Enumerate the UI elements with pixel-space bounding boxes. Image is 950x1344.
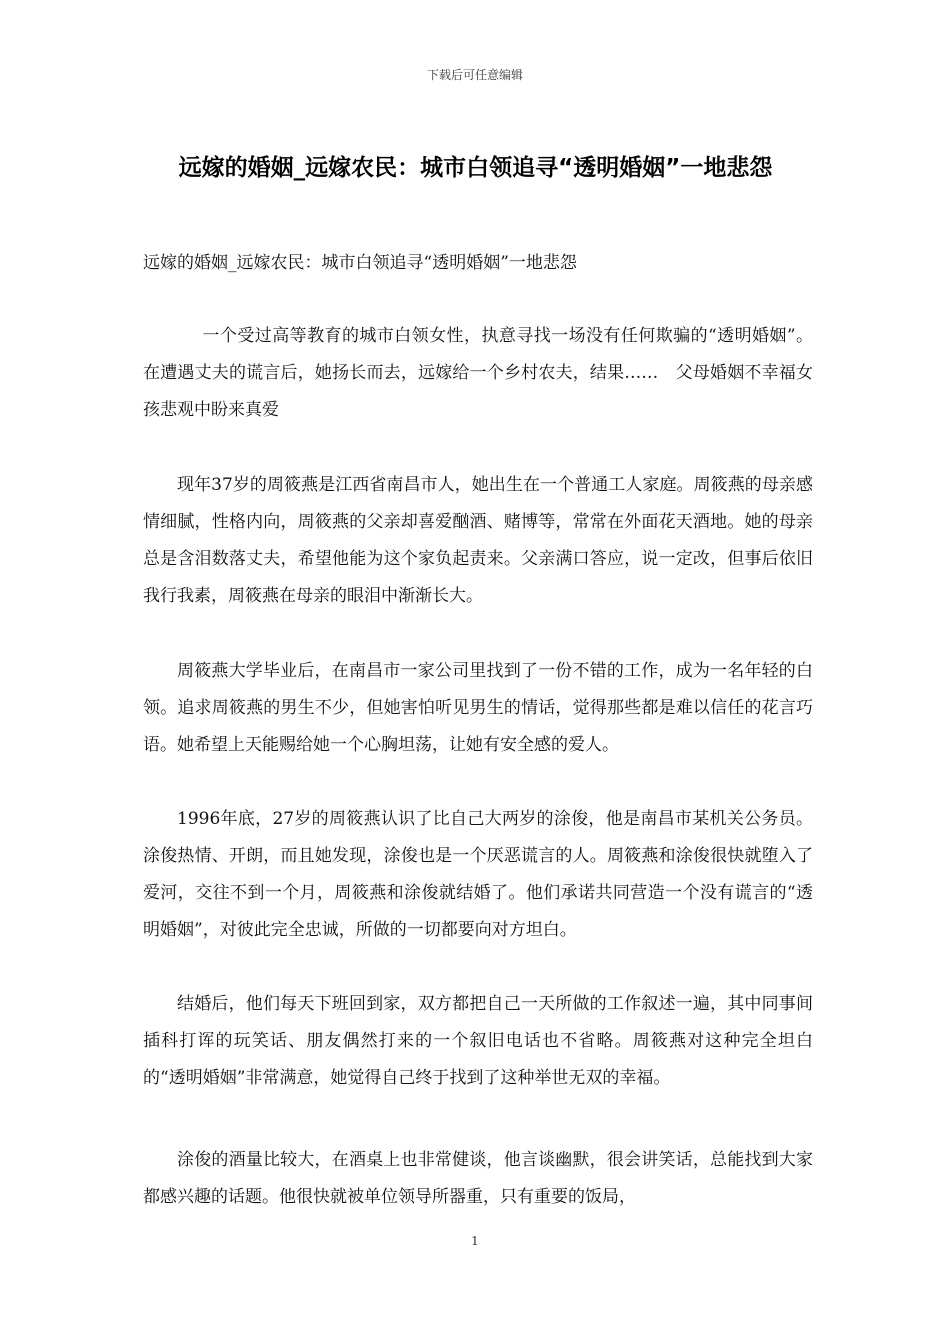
body-paragraph: 周筱燕大学毕业后，在南昌市一家公司里找到了一份不错的工作，成为一名年轻的白领。追求周筱燕的男生不少，但她害怕听见男生的情话，觉得那些都是难以信任的花言巧语。她希望上天能赐给她一个心胸坦荡，让她有安全感的爱人。 bbox=[143, 661, 813, 755]
page-header-note: 下载后可任意编辑 bbox=[426, 68, 523, 82]
body-paragraph: 结婚后，他们每天下班回到家，双方都把自己一天所做的工作叙述一遍，其中同事间插科打诨的玩笑话、朋友偶然打来的一个叙旧电话也不省略。周筱燕对这种完全坦白的“透明婚姻”非常满意，她觉得自己终于找到了这种举世无双的幸福。 bbox=[143, 994, 813, 1088]
body-paragraph: 1996年底，27岁的周筱燕认识了比自己大两岁的涂俊，他是南昌市某机关公务员。涂俊热情、开朗，而且她发现，涂俊也是一个厌恶谎言的人。周筱燕和涂俊很快就堕入了爱河，交往不到一个月，周筱燕和涂俊就结婚了。他们承诺共同营造一个没有谎言的“透明婚姻”，对彼此完全忠诚，所做的一切都要向对方坦白。 bbox=[143, 809, 813, 940]
intro-paragraph: 一个受过高等教育的城市白领女性，执意寻找一场没有任何欺骗的“透明婚姻”。在遭遇丈夫的谎言后，她扬长而去，远嫁给一个乡村农夫，结果…… 父母婚姻不幸福女孩悲观中盼来真爱 bbox=[143, 326, 813, 420]
body-paragraph: 现年37岁的周筱燕是江西省南昌市人，她出生在一个普通工人家庭。周筱燕的母亲感情细腻，性格内向，周筱燕的父亲却喜爱酗酒、赌博等，常常在外面花天酒地。她的母亲总是含泪数落丈夫，希望他能为这个家负起责来。父亲满口答应，说一定改，但事后依旧我行我素，周筱燕在母亲的眼泪中渐渐长大。 bbox=[143, 475, 813, 606]
document-title: 远嫁的婚姻_远嫁农民：城市白领追寻“透明婚姻”一地悲怨 bbox=[178, 155, 773, 181]
page-number: 1 bbox=[471, 1234, 479, 1248]
body-paragraph: 涂俊的酒量比较大，在酒桌上也非常健谈，他言谈幽默，很会讲笑话，总能找到大家都感兴趣的话题。他很快就被单位领导所器重，只有重要的饭局， bbox=[143, 1150, 813, 1207]
document-subtitle: 远嫁的婚姻_远嫁农民：城市白领追寻“透明婚姻”一地悲怨 bbox=[143, 253, 577, 273]
